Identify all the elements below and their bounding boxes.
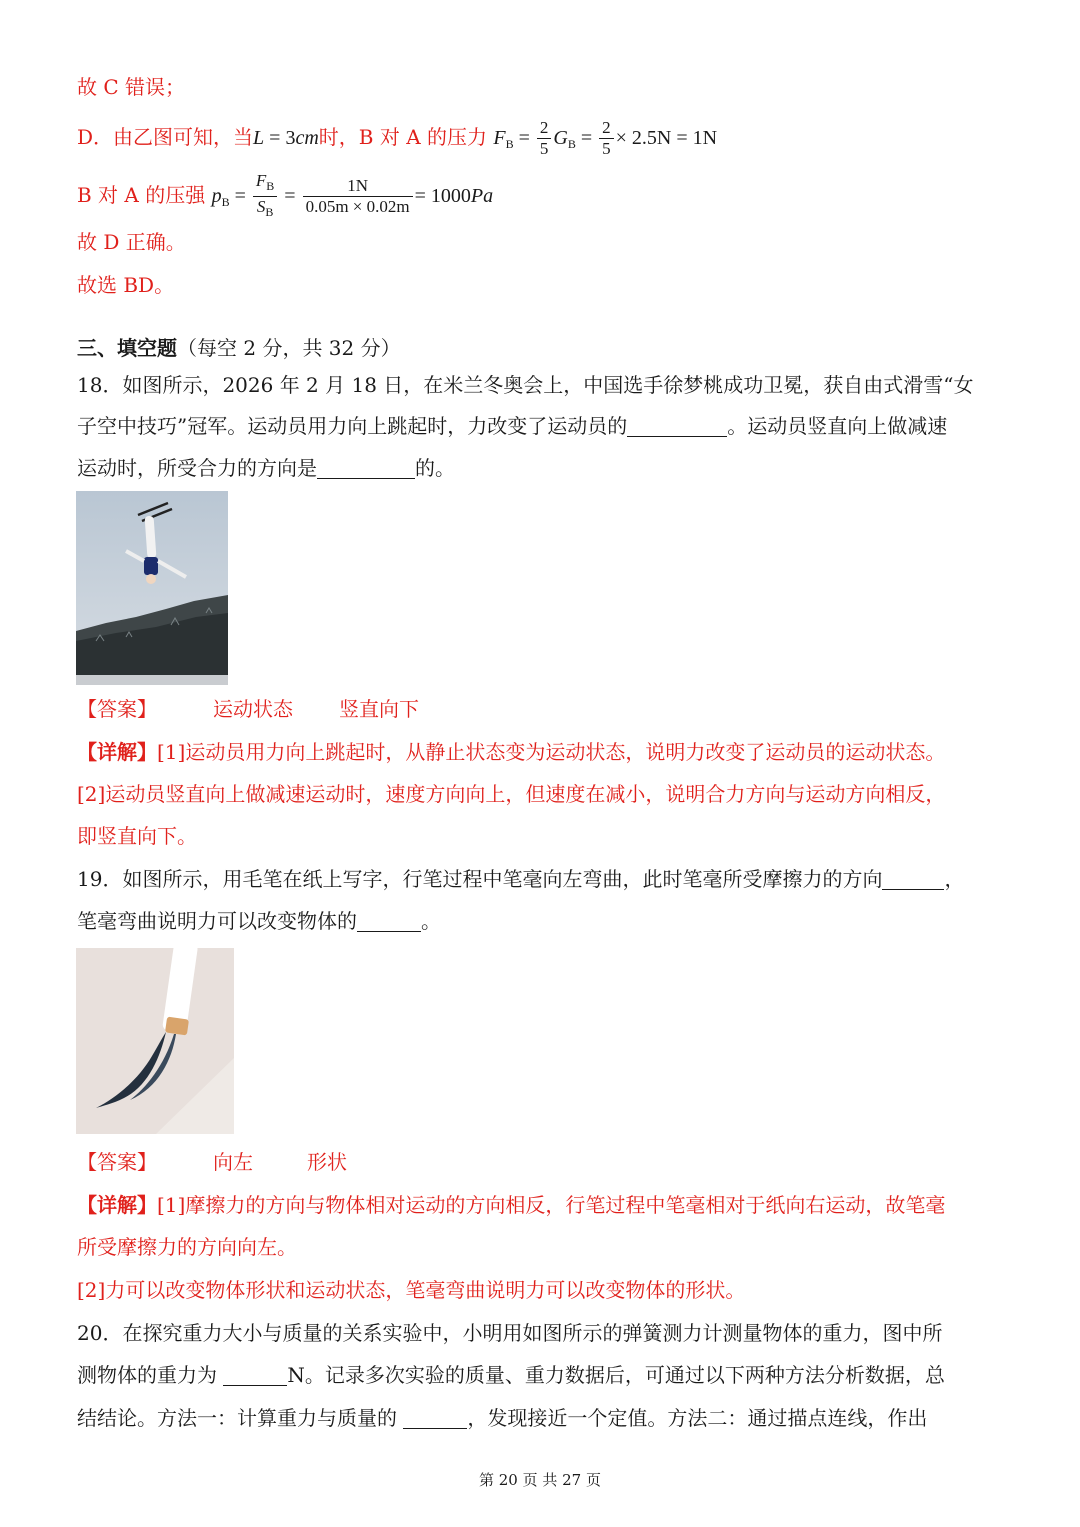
q18-line-1: 18．如图所示，2026 年 2 月 18 日，在米兰冬奥会上，中国选手徐梦桃成功卫冕，获自由式滑雪“女 [77, 373, 974, 397]
q20-line-2: 测物体的重力为 N。记录多次实验的质量、重力数据后，可通过以下两种方法分析数据，总 [77, 1363, 945, 1387]
fraction-2-5-a: $\frac{2}{5}$ [537, 118, 552, 159]
section-heading: 三、填空题（每空 2 分，共 32 分） [77, 336, 401, 360]
fraction-pressure: $\frac{1N}{0.05m \times 0.02m}$ [303, 176, 413, 217]
q18-detail-1: 【详解】[1]运动员用力向上跳起时，从静止状态变为运动状态，说明力改变了运动员的运动状态。 [77, 740, 946, 764]
pressure-line: B 对 A 的压强 $p_B$ = $\frac{F_B}{S_B}$ = $\frac{1N}{0.05m \times 0.02m}$ = 1000Pa [77, 170, 1007, 220]
q18-line-2: 子空中技巧”冠军。运动员用力向上跳起时，力改变了运动员的 。运动员竖直向上做减速 [77, 414, 948, 438]
q19-blank-2 [357, 909, 421, 932]
q19-answer-line: 【答案】 向左 形状 [77, 1150, 347, 1174]
q18-detail-2: [2]运动员竖直向上做减速运动时，速度方向向上，但速度在减小，说明合力方向与运动方向相反， [77, 782, 946, 806]
q20-line-1: 20．在探究重力大小与质量的关系实验中，小明用如图所示的弹簧测力计测量物体的重力，图中所 [77, 1321, 943, 1345]
brush-photo [76, 948, 234, 1134]
q18-blank-2 [317, 456, 415, 479]
c-wrong-line: 故 C 错误； [77, 75, 186, 99]
q18-answer-line: 【答案】 运动状态 竖直向下 [77, 697, 419, 721]
q18-detail-3: 即竖直向下。 [77, 824, 197, 848]
page-footer: 第 20 页 共 27 页 [478, 1471, 601, 1489]
fraction-2-5-b: $\frac{2}{5}$ [599, 118, 614, 159]
q19-line-2: 笔毫弯曲说明力可以改变物体的 。 [77, 909, 441, 933]
fraction-f-over-s: $\frac{F_B}{S_B}$ [253, 171, 277, 222]
d-option-line: D．由乙图可知，当L = 3cm时，B 对 A 的压力 $F_B$ = $\frac{2}{5}$ $G_B$ = $\frac{2}{5}$ × 2.5N = 1N [77, 118, 718, 158]
q20-blank-2 [403, 1406, 467, 1429]
q20-line-3: 结结论。方法一：计算重力与质量的 ，发现接近一个定值。方法二：通过描点连线，作出 [77, 1406, 928, 1430]
q18-line-3: 运动时，所受合力的方向是 的。 [77, 456, 455, 480]
ski-aerials-photo [76, 491, 228, 685]
q19-blank-1 [882, 867, 944, 890]
q18-blank-1 [627, 414, 727, 437]
d-correct-line: 故 D 正确。 [77, 230, 186, 254]
q19-detail-2: 所受摩擦力的方向向左。 [77, 1235, 297, 1259]
q19-line-1: 19．如图所示，用毛笔在纸上写字，行笔过程中笔毫向左弯曲，此时笔毫所受摩擦力的方向 ， [77, 867, 965, 891]
q20-blank-1 [223, 1363, 287, 1386]
choose-line: 故选 BD。 [77, 273, 175, 297]
q19-detail-3: [2]力可以改变物体形状和运动状态，笔毫弯曲说明力可以改变物体的形状。 [77, 1278, 746, 1302]
q19-detail-1: 【详解】[1]摩擦力的方向与物体相对运动的方向相反，行笔过程中笔毫相对于纸向右运动，故笔毫 [77, 1193, 946, 1217]
